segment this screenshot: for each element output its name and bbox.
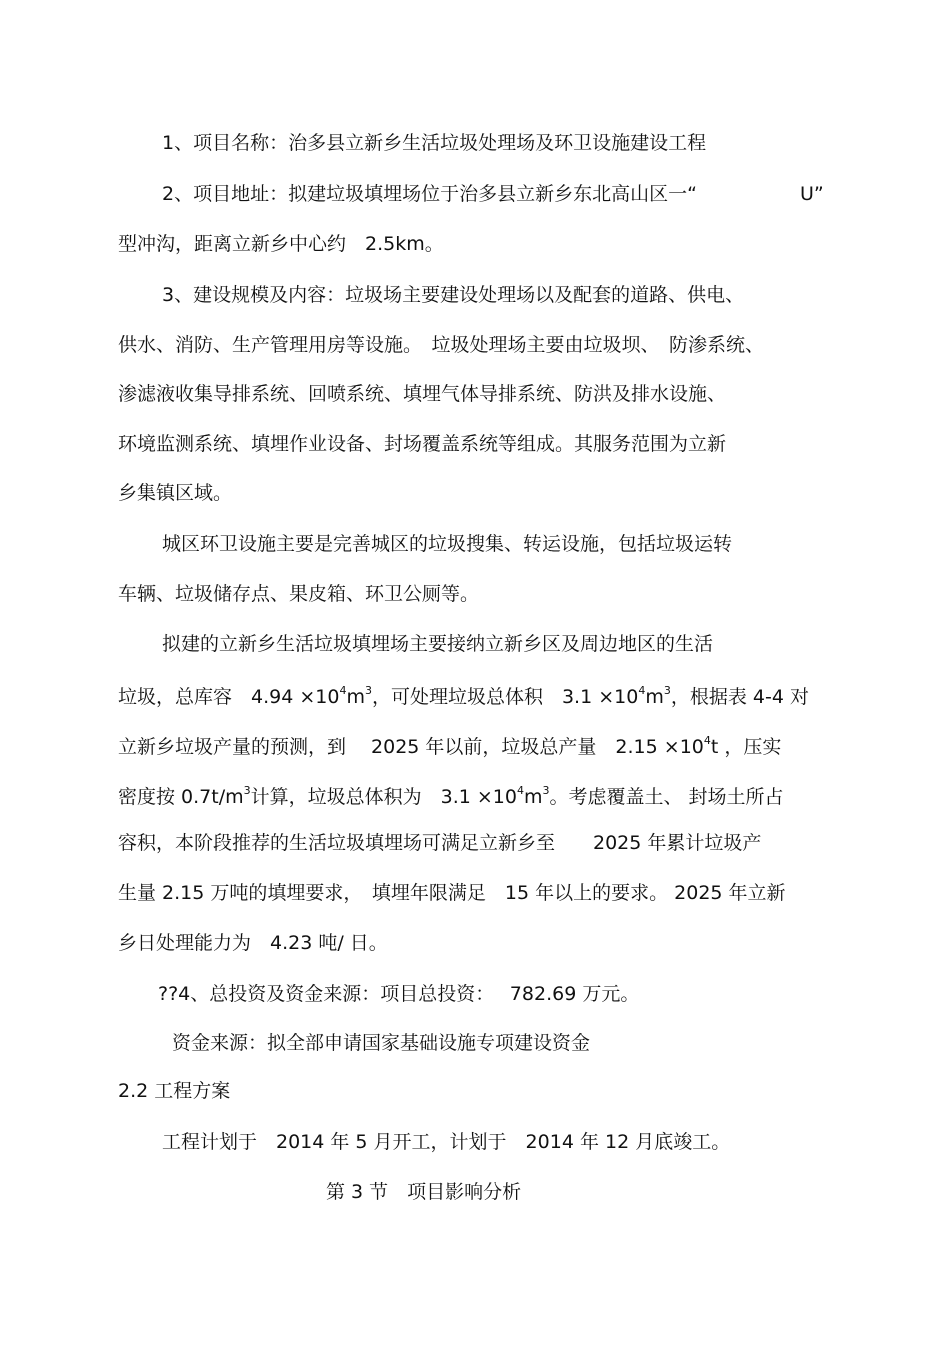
text-line-14-sup-2: 4 — [516, 784, 524, 797]
text-line-13-b: t ，压实 — [710, 736, 782, 758]
text-line-14-b: 计算，垃圾总体积为 3.1 ×10 — [250, 786, 517, 808]
text-line-13-a: 立新乡垃圾产量的预测，到 2025 年以前，垃圾总产量 2.15 ×10 — [118, 736, 704, 758]
text-line-14-a: 密度按 0.7t/m — [118, 786, 244, 808]
text-line-14-sup-3: 3 — [542, 784, 550, 797]
text-line-2-tail: U” — [800, 183, 824, 205]
text-line-14 — [118, 785, 784, 807]
text-line-11: 拟建的立新乡生活垃圾填埋场主要接纳立新乡区及周边地区的生活 — [162, 633, 714, 655]
text-line-14-c: m — [523, 786, 543, 808]
text-line-20: 工程计划于 2014 年 5 月开工，计划于 2014 年 12 月底竣工。 — [162, 1131, 731, 1153]
text-line-10: 车辆、垃圾储存点、果皮箱、环卫公厕等。 — [118, 583, 480, 605]
text-line-12-sup-2: 3 — [364, 684, 372, 697]
text-line-1: 1、项目名称：治多县立新乡生活垃圾处理场及环卫设施建设工程 — [162, 132, 707, 154]
text-line-13 — [118, 735, 781, 757]
text-line-6: 渗滤液收集导排系统、回喷系统、填埋气体导排系统、防洪及排水设施、 — [118, 383, 727, 405]
text-line-12-b: ，可处理垃圾总体积 3.1 ×10 — [371, 686, 639, 708]
text-line-14-d: 。考虑覆盖土、 封场土所占 — [549, 786, 784, 808]
text-line-14-sup-1: 3 — [243, 784, 251, 797]
text-line-8: 乡集镇区域。 — [118, 482, 233, 504]
text-line-12-sup-3: 4 — [638, 684, 646, 697]
text-line-18: ??4、总投资及资金来源：项目总投资： 782.69 万元。 — [158, 983, 640, 1005]
text-line-12-unit-1: m — [346, 686, 365, 708]
text-line-19: 资金来源：拟全部申请国家基础设施专项建设资金 — [172, 1032, 591, 1054]
text-line-16: 生量 2.15 万吨的填埋要求， 填埋年限满足 15 年以上的要求。 2025 年立新 — [118, 882, 786, 904]
text-line-12-unit-2: m — [645, 686, 664, 708]
text-line-9: 城区环卫设施主要是完善城区的垃圾搜集、转运设施，包括垃圾运转 — [162, 533, 733, 555]
text-line-3: 型冲沟，距离立新乡中心约 2.5km。 — [118, 233, 444, 255]
section-heading-3: 第 3 节 项目影响分析 — [326, 1181, 522, 1203]
text-line-7: 环境监测系统、填埋作业设备、封场覆盖系统等组成。其服务范围为立新 — [118, 433, 727, 455]
text-line-4: 3、建设规模及内容：垃圾场主要建设处理场以及配套的道路、供电、 — [162, 284, 745, 306]
text-line-12-c: ，根据表 4-4 对 — [670, 686, 809, 708]
text-line-2: 2、项目地址：拟建垃圾填埋场位于治多县立新乡东北高山区一“ — [162, 183, 697, 205]
text-line-12-sup-1: 4 — [339, 684, 347, 697]
text-line-15: 容积，本阶段推荐的生活垃圾填埋场可满足立新乡至 2025 年累计垃圾产 — [118, 832, 762, 854]
text-line-12-sup-4: 3 — [663, 684, 671, 697]
section-heading-2-2: 2.2 工程方案 — [118, 1080, 231, 1102]
text-line-5: 供水、消防、生产管理用房等设施。 垃圾处理场主要由垃圾坝、 防渗系统、 — [118, 334, 765, 356]
text-line-13-sup: 4 — [703, 734, 711, 747]
text-line-17: 乡日处理能力为 4.23 吨/ 日。 — [118, 932, 388, 954]
text-line-12-a: 垃圾，总库容 4.94 ×10 — [118, 686, 340, 708]
text-line-12 — [118, 685, 809, 707]
